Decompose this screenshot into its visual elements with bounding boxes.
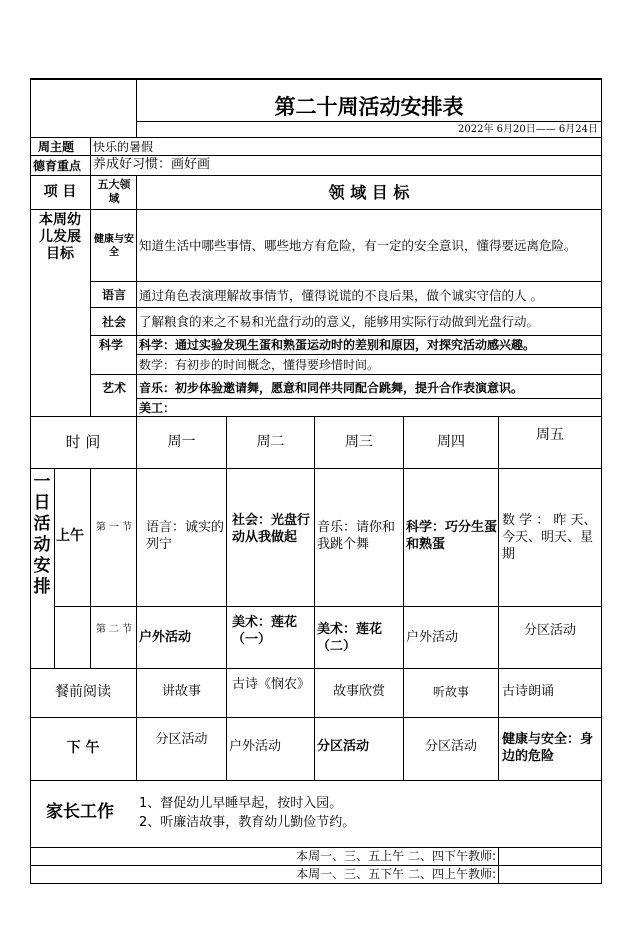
morning-label: 上午 bbox=[56, 528, 84, 544]
day-friday: 周五 bbox=[536, 427, 564, 443]
reading-thursday: 听故事 bbox=[432, 685, 469, 699]
dev-goal-label: 本周幼儿发展目标 bbox=[39, 212, 81, 262]
s2-monday: 户外活动 bbox=[139, 630, 192, 645]
area-goal-science: 科学：通过实验发现生蛋和熟蛋运动时的差别和原因，对探究活动感兴趣。 bbox=[139, 338, 536, 352]
moral-value: 养成好习惯：画好画 bbox=[93, 157, 211, 172]
s2-wednesday: 美术：莲花（二） bbox=[317, 622, 383, 654]
moral-label: 德育重点 bbox=[33, 159, 82, 173]
area-goal-music: 音乐：初步体验邀请舞，愿意和同伴共同配合跳舞，提升合作表演意识。 bbox=[139, 381, 524, 395]
area-name-art: 艺术 bbox=[102, 381, 127, 395]
reading-label: 餐前阅读 bbox=[55, 684, 111, 700]
s1-monday: 语言：诚实的列宁 bbox=[146, 520, 225, 552]
theme-label: 周主题 bbox=[38, 140, 75, 154]
pm-thursday: 分区活动 bbox=[424, 739, 477, 754]
area-name-social: 社会 bbox=[102, 315, 127, 329]
daily-activities-label: 一日活动安排 bbox=[33, 472, 51, 597]
section-2-label: 第 二 节 bbox=[95, 624, 133, 635]
five-areas-header: 五大领域 bbox=[97, 178, 131, 205]
parents-label: 家长工作 bbox=[46, 802, 114, 822]
area-goal-header: 领 域 目 标 bbox=[328, 183, 410, 202]
theme-value: 快乐的暑假 bbox=[93, 140, 154, 154]
page-title: 第二十周活动安排表 bbox=[274, 95, 464, 119]
area-name-language: 语言 bbox=[102, 288, 127, 302]
parents-item-2: 2、听廉洁故事，教育幼儿勤俭节约。 bbox=[139, 815, 356, 830]
reading-wednesday: 故事欣赏 bbox=[332, 684, 385, 699]
area-name-science: 科学 bbox=[99, 338, 124, 352]
s2-friday: 分区活动 bbox=[523, 623, 576, 638]
area-goal-social: 了解粮食的来之不易和光盘行动的意义，能够用实际行动做到光盘行动。 bbox=[139, 314, 540, 329]
s1-tuesday: 社会：光盘行动从我做起 bbox=[232, 513, 311, 545]
day-wednesday: 周三 bbox=[345, 434, 373, 450]
pm-wednesday: 分区活动 bbox=[317, 739, 370, 754]
area-goal-health: 知道生活中哪些事情、哪些地方有危险，有一定的安全意识，懂得要远离危险。 bbox=[139, 238, 577, 253]
teacher-row-2: 本周一、三、五下午 二、四上午教师: bbox=[296, 867, 496, 881]
s2-tuesday: 美术：莲花（一） bbox=[232, 615, 298, 647]
s1-thursday: 科学：巧分生蛋和熟蛋 bbox=[406, 520, 498, 552]
day-monday: 周一 bbox=[167, 434, 196, 450]
time-header: 时 间 bbox=[65, 433, 101, 451]
afternoon-label: 下 午 bbox=[66, 740, 100, 756]
reading-friday: 古诗朗诵 bbox=[502, 684, 555, 699]
pm-monday: 分区活动 bbox=[155, 732, 208, 747]
project-header: 项 目 bbox=[43, 184, 77, 200]
teacher-row-1: 本周一、三、五上午 二、四下午教师: bbox=[296, 849, 496, 863]
section-1-label: 第 一 节 bbox=[95, 522, 133, 533]
pm-friday: 健康与安全：身边的危险 bbox=[502, 732, 594, 764]
s1-wednesday: 音乐：请你和我跳个舞 bbox=[317, 520, 396, 552]
area-goal-art: 美工： bbox=[139, 401, 176, 415]
area-name-health: 健康与安全 bbox=[94, 234, 134, 258]
s2-thursday: 户外活动 bbox=[406, 630, 459, 645]
area-goal-math: 数学：有初步的时间概念，懂得要珍惜时间。 bbox=[139, 358, 380, 372]
s1-friday: 数 学 ： 昨 天、今天、明天、星期 bbox=[502, 513, 597, 562]
pm-tuesday: 户外活动 bbox=[229, 739, 282, 754]
parents-item-1: 1、督促幼儿早睡早起，按时入园。 bbox=[139, 796, 343, 811]
date-range: 2022年 6月20日—— 6月24日 bbox=[458, 124, 598, 135]
reading-tuesday: 古诗《悯农》 bbox=[232, 677, 311, 692]
day-thursday: 周四 bbox=[437, 434, 465, 450]
reading-monday: 讲故事 bbox=[161, 684, 201, 699]
area-goal-language: 通过角色表演理解故事情节，懂得说谎的不良后果，做个诚实守信的人 。 bbox=[139, 288, 543, 303]
day-tuesday: 周二 bbox=[256, 434, 285, 450]
